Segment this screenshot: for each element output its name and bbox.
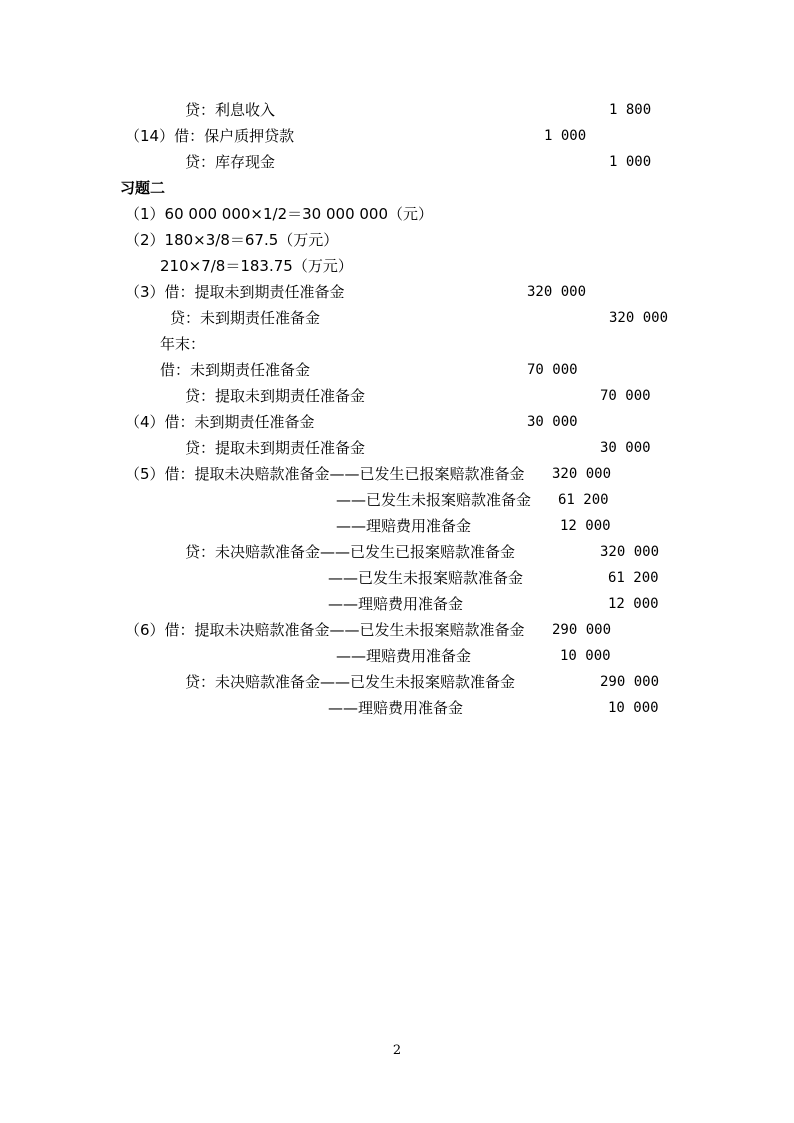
amount: 12 000	[608, 596, 659, 612]
text-line: 年末：	[160, 335, 206, 353]
amount: 10 000	[608, 700, 659, 716]
text-line: 贷：提取未到期责任准备金	[185, 387, 366, 405]
text-line: ——理赔费用准备金	[328, 595, 464, 613]
text-line: 贷：库存现金	[185, 153, 276, 171]
amount: 290 000	[552, 622, 612, 638]
text-line: 贷：提取未到期责任准备金	[185, 439, 366, 457]
text-line: ——理赔费用准备金	[336, 517, 472, 535]
text-line: （1）60 000 000×1/2＝30 000 000（元）	[125, 205, 434, 223]
text-line: 贷：未到期责任准备金	[170, 309, 321, 327]
amount: 1 800	[609, 102, 652, 118]
amount: 61 200	[558, 492, 609, 508]
amount: 320 000	[552, 466, 612, 482]
text-line: ——理赔费用准备金	[336, 647, 472, 665]
text-line: （5）借：提取未决赔款准备金——已发生已报案赔款准备金	[125, 465, 525, 483]
amount: 10 000	[560, 648, 611, 664]
amount: 290 000	[600, 674, 660, 690]
text-line: 贷：未决赔款准备金——已发生已报案赔款准备金	[185, 543, 516, 561]
amount: 30 000	[600, 440, 651, 456]
text-line: ——理赔费用准备金	[328, 699, 464, 717]
section-heading: 习题二	[120, 179, 166, 197]
amount: 1 000	[544, 128, 587, 144]
amount: 70 000	[527, 362, 578, 378]
amount: 70 000	[600, 388, 651, 404]
text-line: （2）180×3/8＝67.5（万元）	[125, 231, 339, 249]
text-line: 借：未到期责任准备金	[160, 361, 311, 379]
text-line: ——已发生未报案赔款准备金	[336, 491, 532, 509]
amount: 61 200	[608, 570, 659, 586]
text-line: 210×7/8＝183.75（万元）	[160, 257, 353, 275]
page-number: 2	[392, 1043, 402, 1058]
amount: 30 000	[527, 414, 578, 430]
amount: 320 000	[600, 544, 660, 560]
text-line: （3）借：提取未到期责任准备金	[125, 283, 345, 301]
text-line: （4）借：未到期责任准备金	[125, 413, 315, 431]
amount: 12 000	[560, 518, 611, 534]
text-line: 贷：利息收入	[185, 101, 276, 119]
amount: 320 000	[527, 284, 587, 300]
amount: 320 000	[609, 310, 669, 326]
text-line: ——已发生未报案赔款准备金	[328, 569, 524, 587]
text-line: 贷：未决赔款准备金——已发生未报案赔款准备金	[185, 673, 516, 691]
text-line: （6）借：提取未决赔款准备金——已发生未报案赔款准备金	[125, 621, 525, 639]
amount: 1 000	[609, 154, 652, 170]
text-line: （14）借：保户质押贷款	[125, 127, 295, 145]
